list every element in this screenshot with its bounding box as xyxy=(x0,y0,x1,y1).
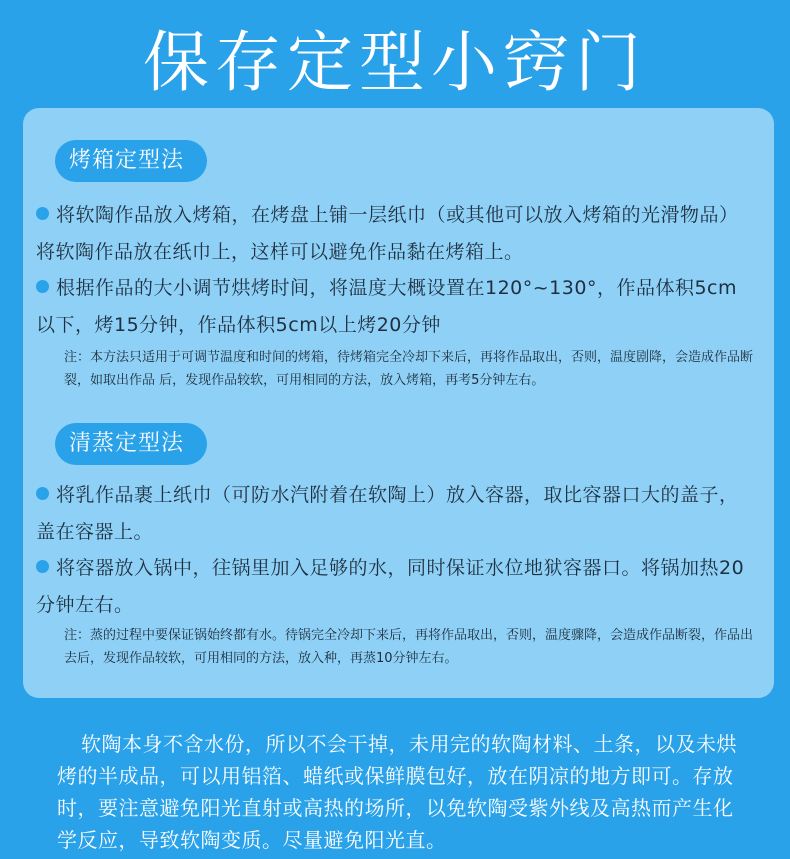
footer-paragraph: 软陶本身不含水份，所以不会干掉，未用完的软陶材料、土条，以及未烘烤的半成品，可以用铝箔、蜡纸或保鲜膜包好，放在阴凉的地方即可。存放时，要注意避免阳光直射或高热的场所，以免软陶受紫外线及高热而产生化学反应，导致软陶变质。尽量避免阳光直。 xyxy=(57,732,737,852)
list-item xyxy=(36,550,756,624)
section-note: 注：本方法只适用于可调节温度和时间的烤箱，待烤箱完全冷却下来后，再将作品取出，否则，温度剧降，会造成作品断裂，如取出作品 后，发现作品较软，可用相同的方法，放入烤箱，再考5分钟左右。 xyxy=(64,350,754,388)
bullet-icon xyxy=(36,487,49,500)
section-heading-steam: 清蒸定型法 xyxy=(55,423,207,465)
section-heading-oven: 烤箱定型法 xyxy=(55,140,207,182)
list-item-text: 将乳作品裹上纸巾（可防水汽附着在软陶上）放入容器，取比容器口大的盖子，盖在容器上。 xyxy=(36,484,739,543)
list-item-text: 将容器放入锅中，往锅里加入足够的水，同时保证水位地狱容器口。将锅加热20分钟左右。 xyxy=(36,557,745,616)
list-item xyxy=(36,270,756,344)
page-title: 保存定型小窍门 xyxy=(143,24,647,101)
list-item-text: 根据作品的大小调节烘烤时间，将温度大概设置在120°~130°，作品体积5cm以下，烤15分钟，作品体积5cm以上烤20分钟 xyxy=(36,277,737,336)
bullet-icon xyxy=(36,207,49,220)
bullet-icon xyxy=(36,560,49,573)
list-item-text: 将软陶作品放入烤箱，在烤盘上铺一层纸巾（或其他可以放入烤箱的光滑物品）将软陶作品放在纸巾上，这样可以避免作品黏在烤箱上。 xyxy=(36,204,739,263)
list-item xyxy=(36,197,756,271)
list-item xyxy=(36,477,756,551)
bullet-icon xyxy=(36,280,49,293)
section-note: 注：蒸的过程中要保证锅始终都有水。待锅完全冷却下来后，再将作品取出，否则，温度骤降，会造成作品断裂，作品出去后，发现作品较软，可用相同的方法，放入种，再蒸10分钟左右。 xyxy=(64,628,754,666)
